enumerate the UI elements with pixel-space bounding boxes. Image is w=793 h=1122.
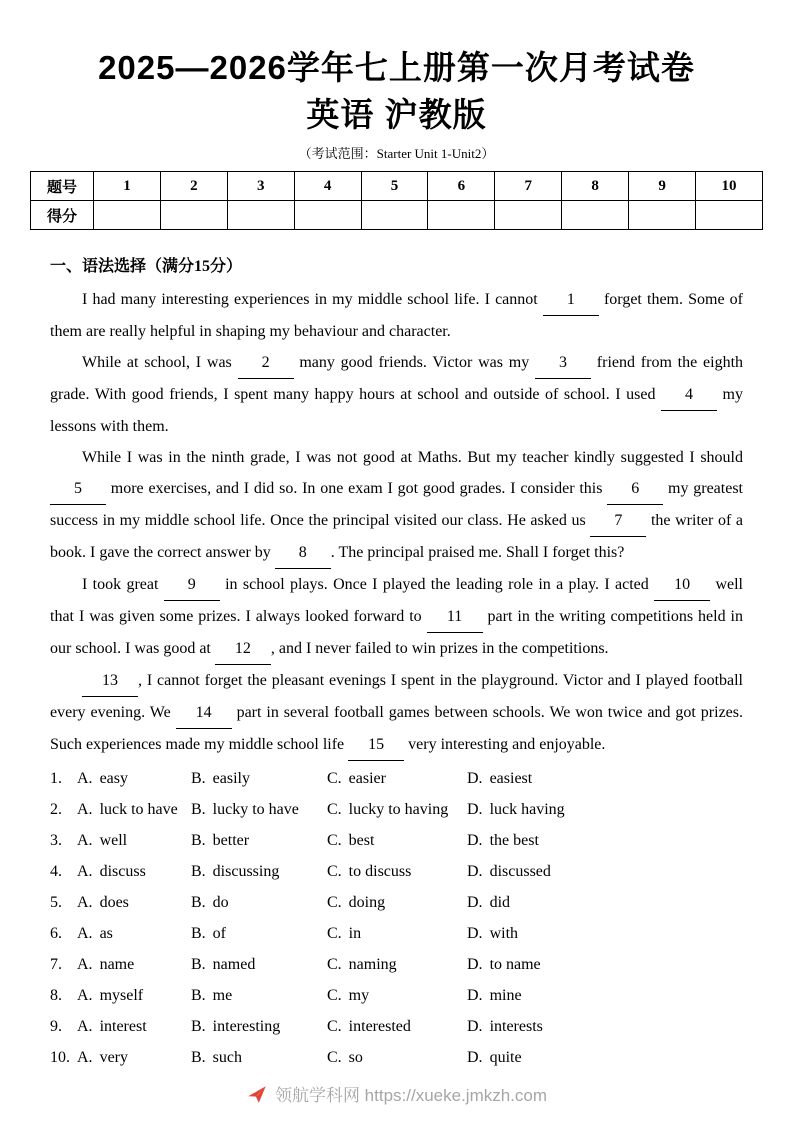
- option-choice-A: [77, 1042, 191, 1073]
- option-question-number: 1.: [50, 770, 62, 787]
- option-choice-letter: C.: [327, 987, 342, 1004]
- option-row: [50, 763, 743, 794]
- option-choice-text: myself: [99, 987, 144, 1004]
- cloze-blank-7: 7: [590, 505, 646, 537]
- option-choice-letter: C.: [327, 925, 342, 942]
- option-choice-C: [327, 887, 467, 918]
- option-choice-B: [191, 980, 327, 1011]
- option-choice-letter: C.: [327, 801, 342, 818]
- option-choice-C: [327, 949, 467, 980]
- option-choice-B: [191, 763, 327, 794]
- option-choice-text: to discuss: [348, 863, 412, 880]
- option-row: [50, 887, 743, 918]
- option-choice-text: best: [348, 832, 375, 849]
- question-number-cell: 8: [562, 172, 629, 201]
- option-choice-letter: A.: [77, 832, 93, 849]
- option-choice-text: naming: [348, 956, 397, 973]
- cloze-blank-8: 8: [275, 537, 331, 569]
- option-choice-C: [327, 794, 467, 825]
- cloze-blank-10: 10: [654, 569, 710, 601]
- option-choice-text: does: [99, 894, 129, 911]
- option-choice-letter: C.: [327, 863, 342, 880]
- score-row: [31, 201, 763, 230]
- option-choice-letter: B.: [191, 956, 206, 973]
- option-choice-C: [327, 1042, 467, 1073]
- score-cell: [696, 201, 763, 230]
- option-choice-letter: B.: [191, 863, 206, 880]
- option-choice-letter: A.: [77, 956, 93, 973]
- option-choice-letter: D.: [467, 770, 483, 787]
- option-row: [50, 1011, 743, 1042]
- option-row: [50, 980, 743, 1011]
- option-question-number: 5.: [50, 894, 62, 911]
- option-row: [50, 825, 743, 856]
- cloze-blank-13: 13: [82, 665, 138, 697]
- option-choice-B: [191, 856, 327, 887]
- question-number-cell: 7: [495, 172, 562, 201]
- option-choice-text: did: [489, 894, 511, 911]
- option-question-number: 8.: [50, 987, 62, 1004]
- section-heading: 一、语法选择（满分15分）: [50, 258, 243, 275]
- option-choice-letter: D.: [467, 894, 483, 911]
- option-choice-text: easily: [212, 770, 250, 787]
- option-choice-D: [467, 794, 743, 825]
- score-table: [30, 171, 763, 230]
- option-choice-letter: B.: [191, 1018, 206, 1035]
- score-cell: [294, 201, 361, 230]
- option-choice-A: [77, 1011, 191, 1042]
- option-choice-text: my: [348, 987, 370, 1004]
- option-question-number: 2.: [50, 801, 62, 818]
- question-number-cell: 5: [361, 172, 428, 201]
- option-choice-B: [191, 1042, 327, 1073]
- question-number-cell: 10: [696, 172, 763, 201]
- question-number-cell: 4: [294, 172, 361, 201]
- option-choice-text: very: [99, 1049, 128, 1066]
- passage-paragraph: While at school, I was 2 many good friends. Victor was my 3 friend from the eighth grade. With good friends, I spent many happy hours at school and outside of school. I used 4 my lessons with them.: [50, 347, 743, 442]
- option-choice-letter: C.: [327, 832, 342, 849]
- option-row: [50, 1042, 743, 1073]
- option-choice-A: [77, 825, 191, 856]
- option-choice-letter: A.: [77, 894, 93, 911]
- option-choice-letter: C.: [327, 770, 342, 787]
- option-choice-letter: A.: [77, 925, 93, 942]
- option-question-number: 9.: [50, 1018, 62, 1035]
- cloze-blank-11: 11: [427, 601, 483, 633]
- option-choice-text: discussed: [489, 863, 551, 880]
- question-number-cell: 9: [629, 172, 696, 201]
- score-cell: [160, 201, 227, 230]
- cloze-blank-9: 9: [164, 569, 220, 601]
- question-number-cell: 3: [227, 172, 294, 201]
- question-number-cell: 6: [428, 172, 495, 201]
- option-question-number: 4.: [50, 863, 62, 880]
- option-choice-letter: A.: [77, 801, 93, 818]
- option-row: [50, 949, 743, 980]
- option-choice-letter: C.: [327, 1049, 342, 1066]
- score-cell: [94, 201, 161, 230]
- option-choice-text: name: [99, 956, 135, 973]
- option-choice-letter: A.: [77, 1018, 93, 1035]
- cloze-blank-14: 14: [176, 697, 232, 729]
- option-choice-letter: B.: [191, 894, 206, 911]
- option-choice-text: discuss: [99, 863, 146, 880]
- option-choice-letter: A.: [77, 987, 93, 1004]
- option-choice-letter: D.: [467, 956, 483, 973]
- option-choice-text: interested: [348, 1018, 411, 1035]
- option-row: [50, 794, 743, 825]
- option-choice-D: [467, 918, 743, 949]
- cloze-blank-1: 1: [543, 284, 599, 316]
- option-question-number: 7.: [50, 956, 62, 973]
- option-choice-D: [467, 825, 743, 856]
- cloze-blank-3: 3: [535, 347, 591, 379]
- option-choice-text: such: [212, 1049, 242, 1066]
- question-number-cell: 2: [160, 172, 227, 201]
- option-choice-text: the best: [489, 832, 539, 849]
- passage-paragraph: I took great 9 in school plays. Once I played the leading role in a play. I acted 10 well that I was given some prizes. I always looked forward to 11 part in the writing competitions held in our school. I was good at 12 , and I never failed to win prizes in the competitions.: [50, 569, 743, 665]
- option-choice-text: named: [212, 956, 256, 973]
- cloze-blank-5: 5: [50, 473, 106, 505]
- option-choice-text: interests: [489, 1018, 543, 1035]
- option-choice-letter: C.: [327, 1018, 342, 1035]
- option-choice-A: [77, 949, 191, 980]
- cloze-blank-15: 15: [348, 729, 404, 761]
- option-choice-letter: A.: [77, 770, 93, 787]
- option-choice-letter: B.: [191, 801, 206, 818]
- footer-text: 领航学科网 https://xueke.jmkzh.com: [274, 1086, 548, 1105]
- option-choice-letter: D.: [467, 832, 483, 849]
- option-question-number: 3.: [50, 832, 62, 849]
- option-choice-text: easy: [99, 770, 128, 787]
- cloze-blank-6: 6: [607, 473, 663, 505]
- passage-paragraph: While I was in the ninth grade, I was not good at Maths. But my teacher kindly suggested I should 5 more exercises, and I did so. In one exam I got good grades. I consider this 6 my greatest success in my middle school life. Once the principal visited our class. He asked us 7 the writer of a book. I gave the correct answer by 8 . The principal praised me. Shall I forget this?: [50, 442, 743, 569]
- option-choice-A: [77, 763, 191, 794]
- option-choice-letter: A.: [77, 863, 93, 880]
- option-choice-A: [77, 794, 191, 825]
- option-choice-letter: B.: [191, 770, 206, 787]
- cloze-blank-4: 4: [661, 379, 717, 411]
- option-choice-D: [467, 949, 743, 980]
- option-choice-B: [191, 949, 327, 980]
- option-choice-letter: D.: [467, 925, 483, 942]
- option-choice-letter: A.: [77, 1049, 93, 1066]
- option-choice-letter: B.: [191, 987, 206, 1004]
- option-choice-C: [327, 1011, 467, 1042]
- question-number-row: [31, 172, 763, 201]
- score-cell: [227, 201, 294, 230]
- score-cell: [629, 201, 696, 230]
- option-choice-text: well: [99, 832, 128, 849]
- option-choice-letter: D.: [467, 863, 483, 880]
- option-choice-text: luck to have: [99, 801, 178, 818]
- option-choice-D: [467, 980, 743, 1011]
- option-choice-text: of: [212, 925, 226, 942]
- option-choice-C: [327, 825, 467, 856]
- option-choice-text: easiest: [489, 770, 533, 787]
- option-choice-letter: C.: [327, 894, 342, 911]
- passage-paragraph: I had many interesting experiences in my middle school life. I cannot 1 forget them. Some of them are really helpful in shaping my behaviour and character.: [50, 284, 743, 347]
- site-logo-icon: [246, 1083, 268, 1105]
- option-choice-A: [77, 980, 191, 1011]
- option-choice-text: better: [212, 832, 250, 849]
- option-choice-text: in: [348, 925, 362, 942]
- option-choice-letter: D.: [467, 1049, 483, 1066]
- question-number-row-label: 题号: [31, 172, 94, 201]
- option-choice-D: [467, 763, 743, 794]
- option-choice-D: [467, 887, 743, 918]
- option-choice-text: discussing: [212, 863, 280, 880]
- option-choice-text: do: [212, 894, 229, 911]
- exam-title-line2: 英语 沪教版: [306, 96, 487, 133]
- passage-paragraph: 13 , I cannot forget the pleasant evenings I spent in the playground. Victor and I played football every evening. We 14 part in several football games between schools. We won twice and got prizes. Such experiences made my middle school life 15 very interesting and enjoyable.: [50, 665, 743, 761]
- option-choice-letter: B.: [191, 832, 206, 849]
- option-question-number: 10.: [50, 1049, 70, 1066]
- option-choice-A: [77, 887, 191, 918]
- option-choice-B: [191, 825, 327, 856]
- exam-title-line1: 2025—2026学年七上册第一次月考试卷: [98, 49, 695, 86]
- option-row: [50, 918, 743, 949]
- option-choice-B: [191, 887, 327, 918]
- option-choice-letter: D.: [467, 801, 483, 818]
- footer: [0, 1081, 793, 1106]
- option-choice-letter: D.: [467, 1018, 483, 1035]
- option-choice-D: [467, 1011, 743, 1042]
- score-cell: [562, 201, 629, 230]
- option-choice-B: [191, 918, 327, 949]
- option-choice-text: so: [348, 1049, 363, 1066]
- option-choice-B: [191, 1011, 327, 1042]
- option-choice-A: [77, 856, 191, 887]
- score-cell: [361, 201, 428, 230]
- option-choice-text: quite: [489, 1049, 522, 1066]
- score-row-label: 得分: [31, 201, 94, 230]
- exam-body: [50, 253, 743, 1073]
- option-choice-text: mine: [489, 987, 522, 1004]
- option-choice-C: [327, 856, 467, 887]
- option-choice-letter: D.: [467, 987, 483, 1004]
- option-choice-text: with: [489, 925, 519, 942]
- option-choice-text: to name: [489, 956, 541, 973]
- option-choice-C: [327, 918, 467, 949]
- exam-scope: （考试范围：Starter Unit 1-Unit2）: [298, 146, 495, 161]
- cloze-blank-2: 2: [238, 347, 294, 379]
- option-choice-D: [467, 856, 743, 887]
- option-choice-text: interesting: [212, 1018, 281, 1035]
- option-choice-letter: B.: [191, 1049, 206, 1066]
- option-choice-B: [191, 794, 327, 825]
- score-cell: [495, 201, 562, 230]
- options-list: [50, 763, 743, 1073]
- option-choice-A: [77, 918, 191, 949]
- option-choice-text: lucky to having: [348, 801, 449, 818]
- option-choice-letter: B.: [191, 925, 206, 942]
- option-choice-text: interest: [99, 1018, 147, 1035]
- option-choice-D: [467, 1042, 743, 1073]
- score-cell: [428, 201, 495, 230]
- option-choice-C: [327, 980, 467, 1011]
- option-choice-text: easier: [348, 770, 386, 787]
- question-number-cell: 1: [94, 172, 161, 201]
- option-choice-C: [327, 763, 467, 794]
- option-choice-letter: C.: [327, 956, 342, 973]
- option-choice-text: me: [212, 987, 233, 1004]
- option-question-number: 6.: [50, 925, 62, 942]
- option-choice-text: doing: [348, 894, 386, 911]
- cloze-blank-12: 12: [215, 633, 271, 665]
- option-row: [50, 856, 743, 887]
- option-choice-text: as: [99, 925, 113, 942]
- option-choice-text: lucky to have: [212, 801, 299, 818]
- cloze-passage: [50, 284, 743, 761]
- option-choice-text: luck having: [489, 801, 565, 818]
